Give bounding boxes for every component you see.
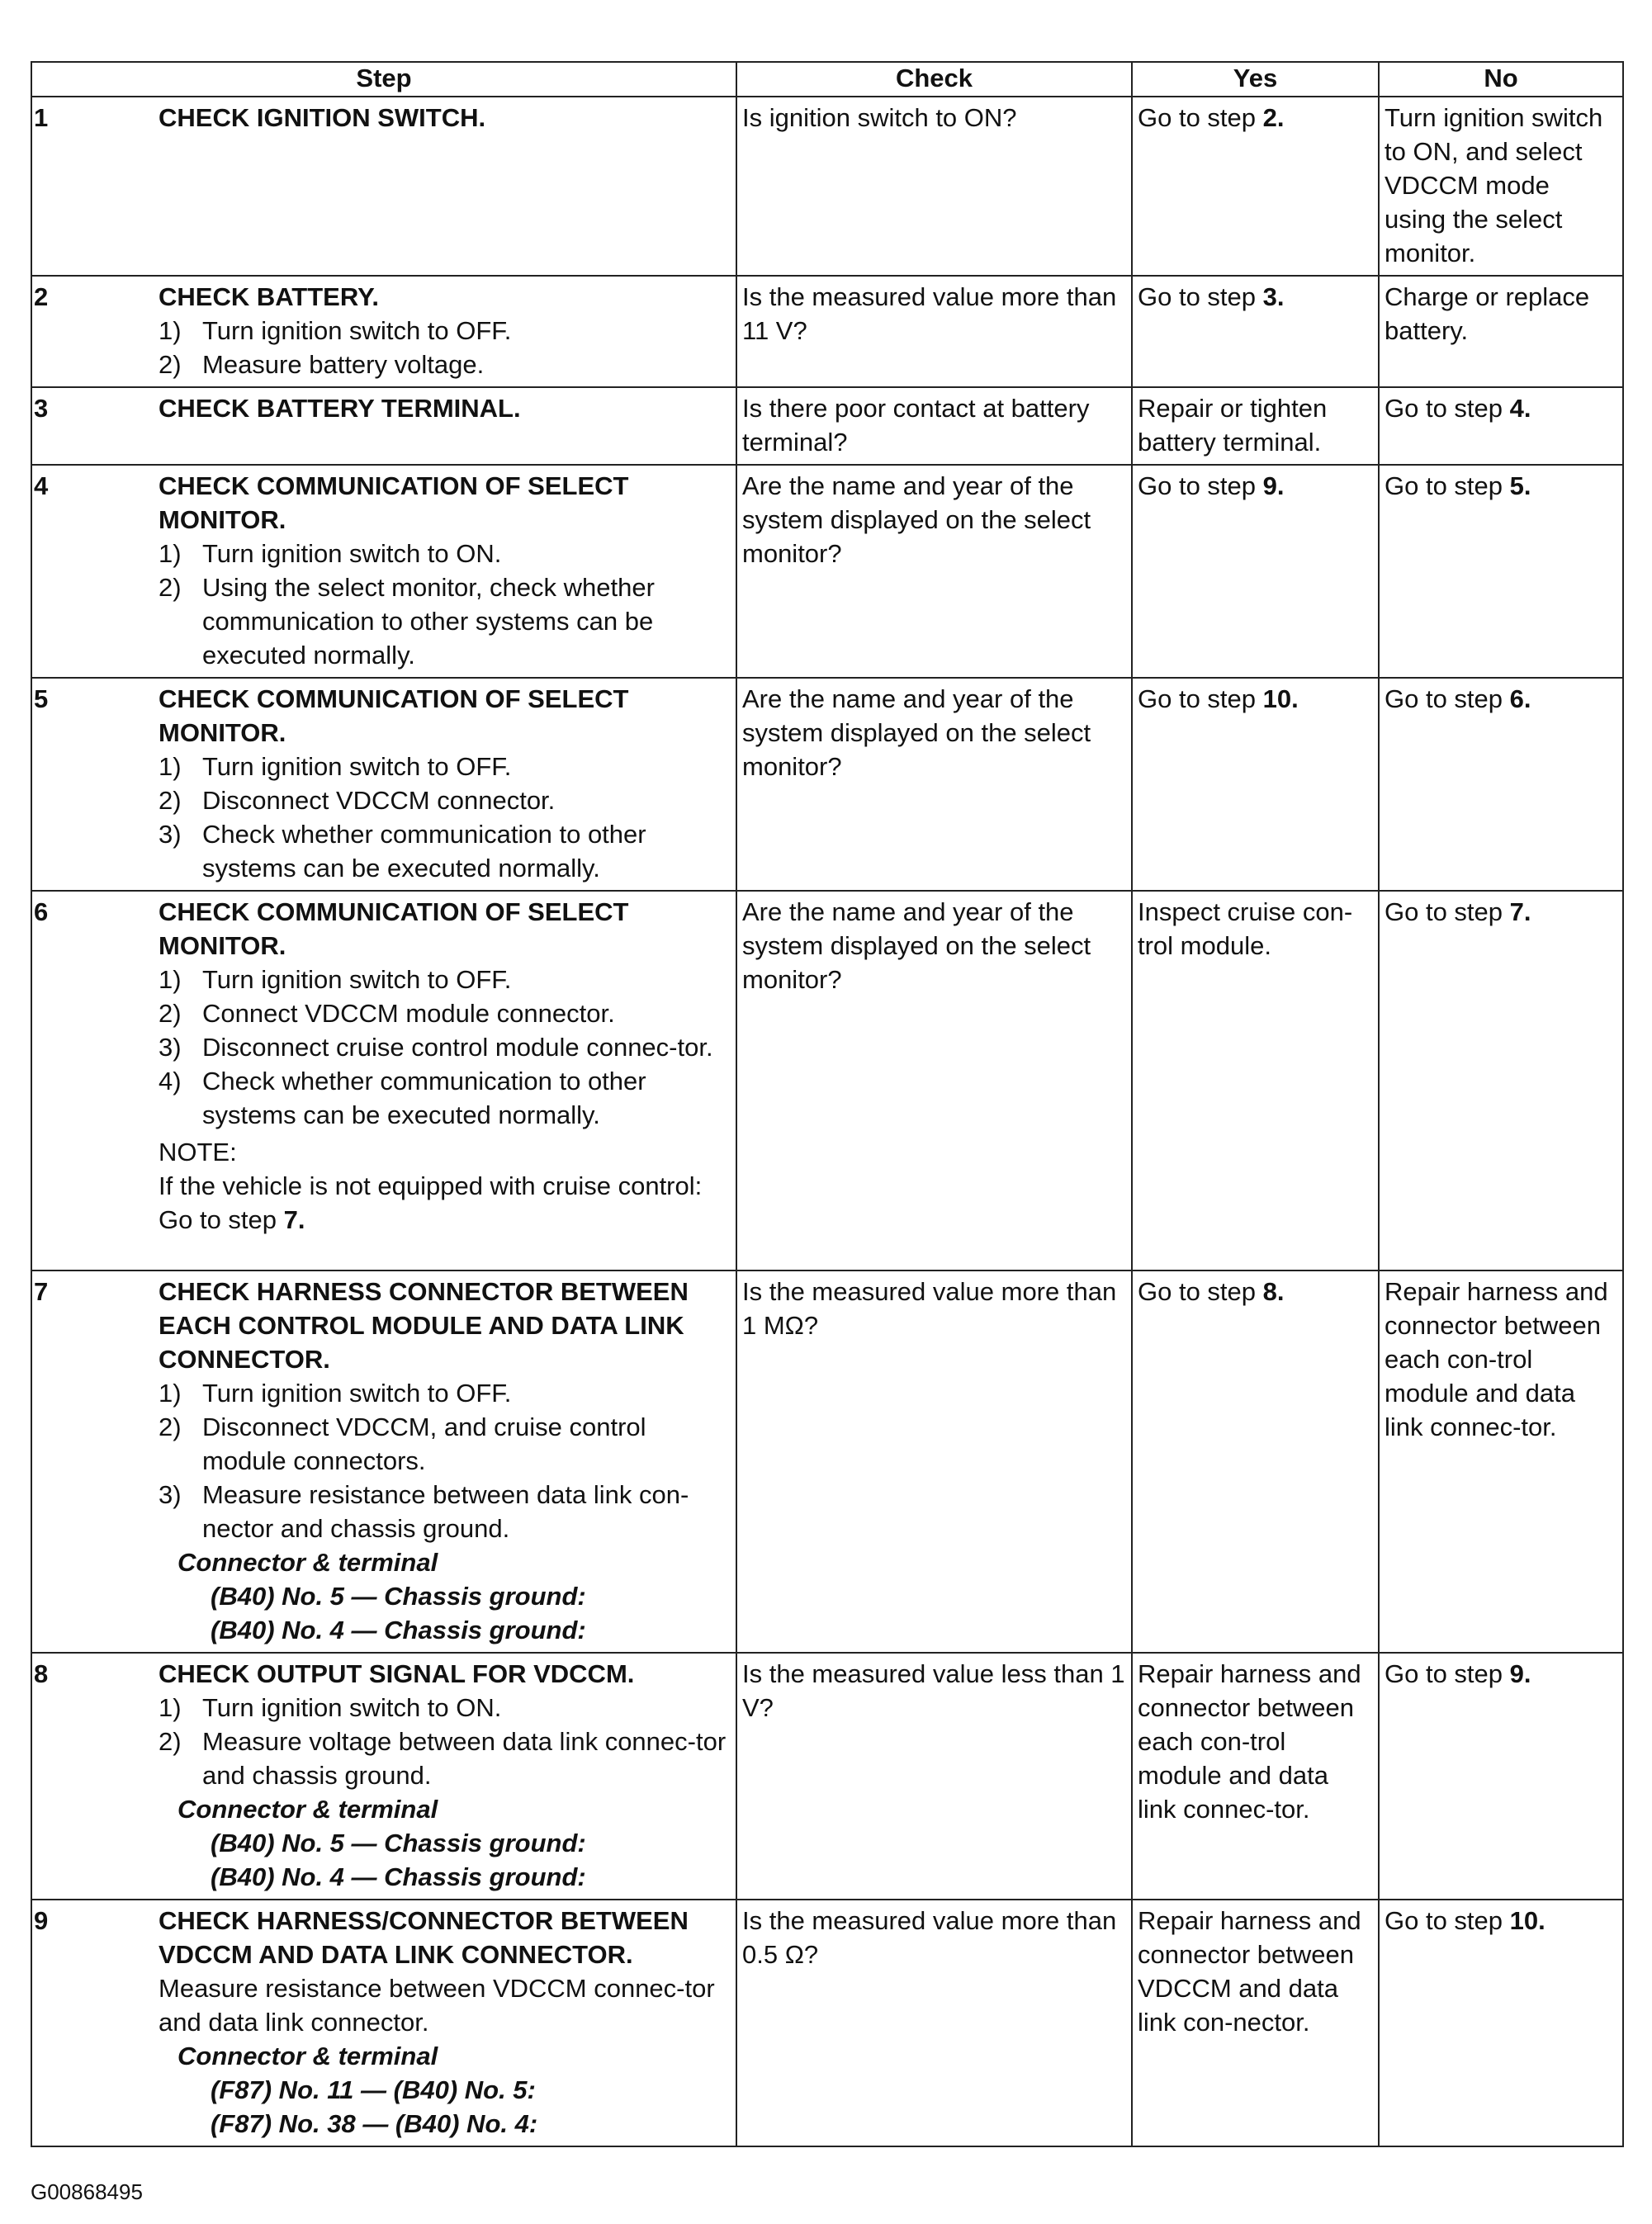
no-cell: Go to step 6. <box>1379 678 1623 891</box>
substep: 1) Turn ignition switch to OFF. <box>159 752 512 781</box>
step-number: 5 <box>34 684 49 713</box>
step-cell <box>31 1271 736 1653</box>
header-no: No <box>1379 62 1623 97</box>
connector-label: Connector & terminal <box>178 1548 438 1577</box>
substep: 2) Using the select monitor, check whether communication to other systems can be executed normally. <box>159 573 655 670</box>
no-cell: Go to step 10. <box>1379 1900 1623 2146</box>
no-cell: Charge or replace battery. <box>1379 276 1623 387</box>
step-title: CHECK COMMUNICATION OF SELECT MONITOR. <box>159 897 629 960</box>
step-title: CHECK BATTERY. <box>159 282 379 311</box>
substep: 3) Disconnect cruise control module connec-tor. <box>159 1033 713 1062</box>
terminal-spec: (B40) No. 4 — Chassis ground: <box>211 1862 586 1891</box>
step-cell <box>31 276 736 387</box>
connector-label: Connector & terminal <box>178 2042 438 2070</box>
yes-cell: Repair harness and connector between each con-trol module and data link connec-tor. <box>1132 1653 1379 1900</box>
substep: 2) Disconnect VDCCM, and cruise control module connectors. <box>159 1412 646 1475</box>
step-cell <box>31 465 736 678</box>
check-cell: Is ignition switch to ON? <box>736 97 1132 276</box>
step-number: 4 <box>34 471 49 500</box>
step-number: 6 <box>34 897 49 926</box>
check-cell: Is there poor contact at battery terminal? <box>736 387 1132 465</box>
table-row <box>31 465 1623 678</box>
yes-cell: Go to step 9. <box>1132 465 1379 678</box>
step-title: CHECK IGNITION SWITCH. <box>159 103 486 132</box>
header-step: Step <box>31 62 736 97</box>
table-row <box>31 891 1623 1271</box>
table-row <box>31 1653 1623 1900</box>
table-row <box>31 387 1623 465</box>
step-title: CHECK OUTPUT SIGNAL FOR VDCCM. <box>159 1659 635 1688</box>
no-cell: Go to step 7. <box>1379 891 1623 1271</box>
note-label: NOTE: <box>159 1138 237 1166</box>
substep: 1) Turn ignition switch to OFF. <box>159 1379 512 1408</box>
substep: 4) Check whether communication to other systems can be executed normally. <box>159 1067 646 1129</box>
table-row <box>31 1271 1623 1653</box>
terminal-spec: (B40) No. 4 — Chassis ground: <box>211 1616 586 1644</box>
table-row <box>31 678 1623 891</box>
check-cell: Is the measured value less than 1 V? <box>736 1653 1132 1900</box>
substep: 2) Disconnect VDCCM connector. <box>159 786 556 815</box>
step-cell <box>31 1900 736 2146</box>
connector-label: Connector & terminal <box>178 1795 438 1824</box>
step-number: 2 <box>34 282 49 311</box>
yes-cell: Go to step 8. <box>1132 1271 1379 1653</box>
figure-code: G00868495 <box>31 2179 143 2204</box>
step-number: 8 <box>34 1659 49 1688</box>
step-cell <box>31 1653 736 1900</box>
terminal-spec: (B40) No. 5 — Chassis ground: <box>211 1829 586 1857</box>
no-cell: Repair harness and connector between each con-trol module and data link connec-tor. <box>1379 1271 1623 1653</box>
substep: 1) Turn ignition switch to ON. <box>159 1693 502 1722</box>
yes-cell: Repair or tighten battery terminal. <box>1132 387 1379 465</box>
header-yes: Yes <box>1132 62 1379 97</box>
no-cell: Go to step 4. <box>1379 387 1623 465</box>
substep: 3) Measure resistance between data link con-nector and chassis ground. <box>159 1480 689 1543</box>
step-cell <box>31 891 736 1271</box>
substep: 1) Turn ignition switch to OFF. <box>159 965 512 994</box>
step-number: 3 <box>34 394 49 423</box>
note-text: If the vehicle is not equipped with cruise control: Go to step 7. <box>159 1171 703 1234</box>
substep: 3) Check whether communication to other systems can be executed normally. <box>159 820 646 883</box>
check-cell: Are the name and year of the system displayed on the select monitor? <box>736 465 1132 678</box>
check-cell: Is the measured value more than 0.5 Ω? <box>736 1900 1132 2146</box>
step-cell <box>31 387 736 465</box>
no-cell: Go to step 9. <box>1379 1653 1623 1900</box>
table-row <box>31 97 1623 276</box>
substep: 2) Measure battery voltage. <box>159 350 485 379</box>
header-check: Check <box>736 62 1132 97</box>
yes-cell: Go to step 2. <box>1132 97 1379 276</box>
step-title: CHECK HARNESS CONNECTOR BETWEEN EACH CONTROL MODULE AND DATA LINK CONNECTOR. <box>159 1277 689 1374</box>
check-cell: Are the name and year of the system displayed on the select monitor? <box>736 891 1132 1271</box>
table-row <box>31 276 1623 387</box>
step-number: 1 <box>34 103 49 132</box>
substep: 2) Measure voltage between data link connec-tor and chassis ground. <box>159 1727 727 1790</box>
terminal-spec: (B40) No. 5 — Chassis ground: <box>211 1582 586 1611</box>
check-cell: Is the measured value more than 1 MΩ? <box>736 1271 1132 1653</box>
step-title: CHECK HARNESS/CONNECTOR BETWEEN VDCCM AND DATA LINK CONNECTOR. <box>159 1906 689 1969</box>
no-cell: Go to step 5. <box>1379 465 1623 678</box>
step-title: CHECK COMMUNICATION OF SELECT MONITOR. <box>159 684 629 747</box>
no-cell: Turn ignition switch to ON, and select VDCCM mode using the select monitor. <box>1379 97 1623 276</box>
yes-cell: Repair harness and connector between VDCCM and data link con-nector. <box>1132 1900 1379 2146</box>
header-row <box>31 62 1623 97</box>
check-cell: Are the name and year of the system displayed on the select monitor? <box>736 678 1132 891</box>
terminal-spec: (F87) No. 38 — (B40) No. 4: <box>211 2109 538 2138</box>
yes-cell: Go to step 10. <box>1132 678 1379 891</box>
step-title: CHECK BATTERY TERMINAL. <box>159 394 521 423</box>
step-title: CHECK COMMUNICATION OF SELECT MONITOR. <box>159 471 629 534</box>
step-cell <box>31 678 736 891</box>
substep: 1) Turn ignition switch to ON. <box>159 539 502 568</box>
step-cell <box>31 97 736 276</box>
substep: 1) Turn ignition switch to OFF. <box>159 316 512 345</box>
substep: 2) Connect VDCCM module connector. <box>159 999 615 1028</box>
check-cell: Is the measured value more than 11 V? <box>736 276 1132 387</box>
terminal-spec: (F87) No. 11 — (B40) No. 5: <box>211 2075 536 2104</box>
step-number: 9 <box>34 1906 49 1935</box>
step-number: 7 <box>34 1277 49 1306</box>
yes-cell: Inspect cruise con-trol module. <box>1132 891 1379 1271</box>
step-instruction: Measure resistance between VDCCM connec-tor and data link connector. <box>159 1974 715 2037</box>
yes-cell: Go to step 3. <box>1132 276 1379 387</box>
diagnostic-table <box>31 61 1624 2147</box>
table-row <box>31 1900 1623 2146</box>
